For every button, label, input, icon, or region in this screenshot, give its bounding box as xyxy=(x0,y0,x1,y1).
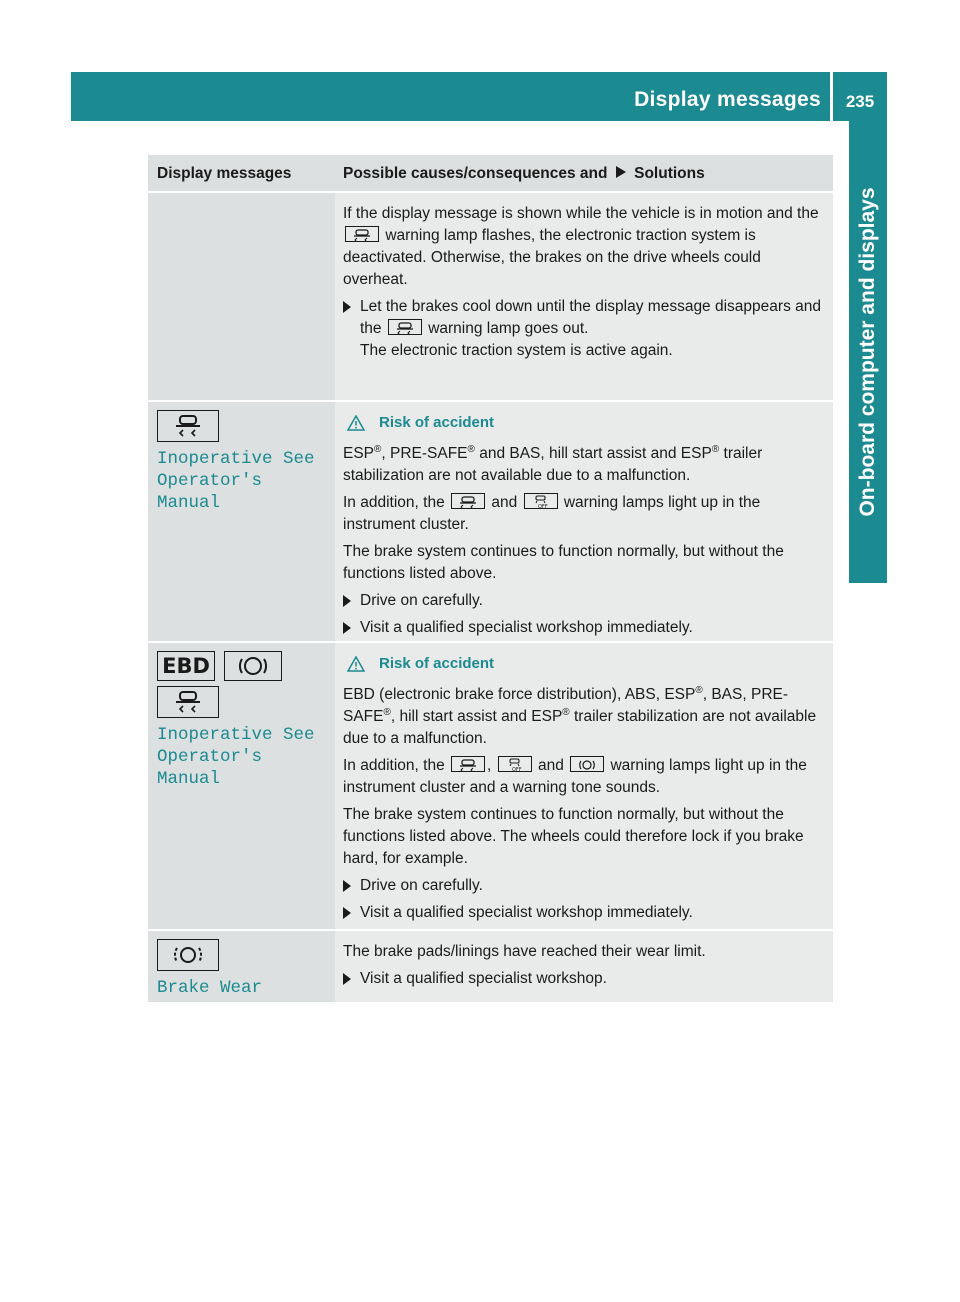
instruction-step xyxy=(343,617,827,639)
icon-group xyxy=(157,651,335,681)
text: EBD (electronic brake force distribution), ABS, ESP xyxy=(343,686,696,703)
page-header xyxy=(71,72,887,121)
text: , PRE-SAFE xyxy=(381,445,468,462)
step-text xyxy=(360,296,827,362)
text: In addition, the xyxy=(343,757,445,774)
display-message: Brake Wear xyxy=(157,978,263,998)
step-text: Visit a qualified specialist workshop immediately. xyxy=(360,904,693,921)
warning-title: Risk of accident xyxy=(379,655,495,672)
step-arrow-icon xyxy=(343,880,351,892)
registered-mark: ® xyxy=(383,706,391,718)
ebd-icon xyxy=(157,651,215,681)
table-header xyxy=(148,155,833,191)
paragraph xyxy=(343,492,827,536)
text: and xyxy=(537,757,564,774)
message-line: Operator's Manual xyxy=(157,471,263,513)
esp-off-icon xyxy=(524,493,558,509)
table-row xyxy=(148,929,833,1002)
esp-off-icon xyxy=(498,756,532,772)
text: ESP xyxy=(343,445,375,462)
text: , hill start assist and ESP xyxy=(390,708,563,725)
text: and BAS, hill start assist and ESP xyxy=(474,445,712,462)
sidebar-label: On-board computer and displays xyxy=(856,187,879,517)
instruction-step xyxy=(343,590,827,612)
text: and xyxy=(491,494,518,511)
text: warning lamps light up in the instrument cluster and a warning tone sounds. xyxy=(343,757,807,796)
step-text: Drive on carefully. xyxy=(360,592,483,609)
step-arrow-icon xyxy=(343,622,351,634)
message-line: Inoperative See xyxy=(157,449,315,469)
text: warning lamp flashes, the electronic traction system is deactivated. Otherwise, the brakes on the drive wheels could overheat. xyxy=(343,227,761,288)
traction-warning-icon xyxy=(451,493,485,509)
column-header-text: Possible causes/consequences and xyxy=(343,165,608,182)
warning-title: Risk of accident xyxy=(379,414,495,431)
header-title: Display messages xyxy=(634,88,821,111)
instruction-step xyxy=(343,902,827,924)
paragraph: The brake pads/linings have reached their wear limit. xyxy=(343,943,706,960)
traction-warning-icon xyxy=(451,756,485,772)
paragraph xyxy=(343,755,827,799)
page-number: 235 xyxy=(845,92,875,111)
step-arrow-icon xyxy=(343,907,351,919)
text: If the display message is shown while the vehicle is in motion and the xyxy=(343,205,819,222)
instruction-step xyxy=(343,875,827,897)
text: warning lamps light up in the instrument cluster. xyxy=(343,494,761,533)
traction-warning-icon xyxy=(157,410,219,442)
registered-mark: ® xyxy=(711,443,720,455)
paragraph: The brake system continues to function normally, but without the functions listed above. xyxy=(343,543,784,582)
display-message xyxy=(157,448,335,514)
registered-mark: ® xyxy=(562,706,570,718)
text: Let the brakes cool down until the display message disappears and the xyxy=(360,298,821,337)
play-arrow-icon xyxy=(615,165,627,179)
solution-cell xyxy=(335,643,833,929)
paragraph xyxy=(343,684,827,750)
sidebar-marker xyxy=(849,545,887,583)
step-text: Visit a qualified specialist workshop immediately. xyxy=(360,619,693,636)
abs-icon xyxy=(570,756,604,772)
step-text: Visit a qualified specialist workshop. xyxy=(360,970,607,987)
warning-triangle-icon xyxy=(347,656,365,672)
text: , xyxy=(487,757,492,774)
traction-warning-icon xyxy=(345,226,379,242)
step-arrow-icon xyxy=(343,301,351,313)
display-messages-table xyxy=(148,155,833,1002)
message-cell xyxy=(148,643,335,929)
message-cell xyxy=(148,402,335,641)
table-row xyxy=(148,400,833,641)
warning-heading xyxy=(343,412,827,434)
text: The electronic traction system is active again. xyxy=(360,342,673,359)
paragraph xyxy=(343,203,827,291)
ebd-label: EBD xyxy=(162,654,210,678)
table-row xyxy=(148,191,833,400)
registered-mark: ® xyxy=(695,684,703,696)
column-header-solutions-text: Solutions xyxy=(634,165,705,182)
solution-cell xyxy=(335,193,833,400)
traction-warning-icon xyxy=(157,686,219,718)
step-text: Drive on carefully. xyxy=(360,877,483,894)
paragraph: The brake system continues to function normally, but without the functions listed above. The wheels could therefore lock if you brake hard, for example. xyxy=(343,806,804,867)
instruction-step xyxy=(343,968,827,990)
warning-heading xyxy=(343,653,827,675)
svg-text:OFF: OFF xyxy=(511,767,522,772)
solution-cell xyxy=(335,931,833,1002)
text: trailer stabilization are not available due to a malfunction. xyxy=(343,445,763,484)
warning-triangle-icon xyxy=(347,415,365,431)
abs-icon xyxy=(224,651,282,681)
display-message xyxy=(157,724,335,790)
paragraph xyxy=(343,443,827,487)
traction-warning-icon xyxy=(388,319,422,335)
registered-mark: ® xyxy=(374,443,382,455)
solution-cell xyxy=(335,402,833,641)
step-arrow-icon xyxy=(343,973,351,985)
text: trailer stabilization are not available due to a malfunction. xyxy=(343,708,817,747)
message-line: Inoperative See xyxy=(157,725,315,745)
text: warning lamp goes out. xyxy=(428,320,589,337)
registered-mark: ® xyxy=(467,443,475,455)
brake-wear-icon xyxy=(157,939,219,971)
step-arrow-icon xyxy=(343,595,351,607)
message-line: Operator's Manual xyxy=(157,747,263,789)
column-header-messages: Display messages xyxy=(157,165,292,182)
message-cell xyxy=(148,931,335,1002)
text: In addition, the xyxy=(343,494,445,511)
text: , BAS, PRE-SAFE xyxy=(343,686,789,725)
column-header-solutions xyxy=(335,155,833,191)
instruction-step xyxy=(343,296,827,362)
message-cell xyxy=(148,193,335,400)
table-row xyxy=(148,641,833,929)
svg-text:OFF: OFF xyxy=(537,504,548,509)
